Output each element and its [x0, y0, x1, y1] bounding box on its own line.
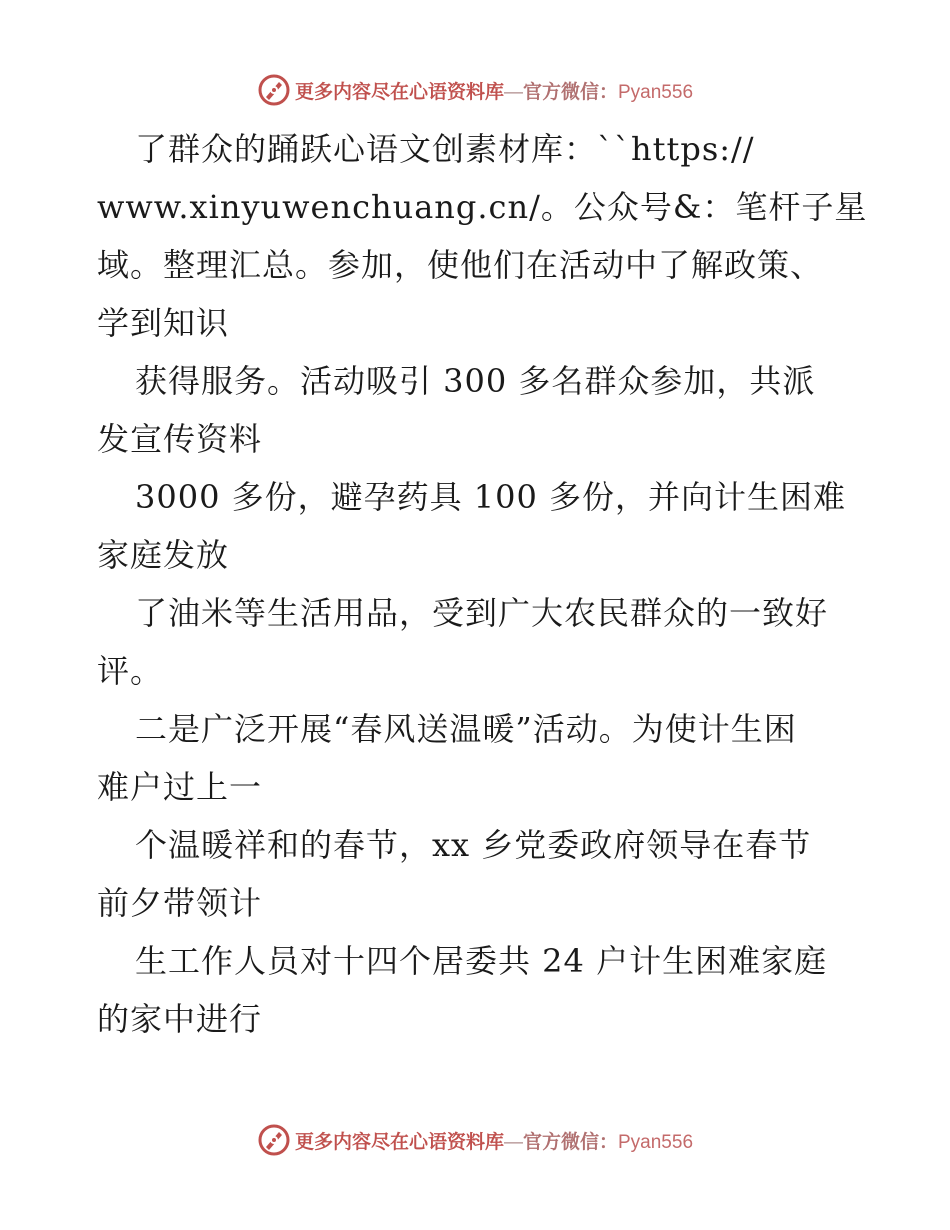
- body-line: 了群众的踊跃心语文创素材库：``https://: [135, 130, 755, 168]
- body-line: 了油米等生活用品，受到广大农民群众的一致好: [135, 594, 829, 632]
- body-line: 的家中进行: [97, 1000, 263, 1038]
- body-line: 获得服务。活动吸引 300 多名群众参加，共派: [135, 362, 816, 400]
- header-banner: [0, 70, 950, 110]
- body-line: 域。整理汇总。参加，使他们在活动中了解政策、: [97, 246, 824, 284]
- body-line: 发宣传资料: [97, 420, 263, 458]
- header-banner-label: 官方微信：: [522, 80, 618, 103]
- footer-banner-dash: —: [503, 1131, 523, 1153]
- brand-logo-icon: [257, 73, 291, 107]
- header-banner-title: 更多内容尽在心语资料库: [294, 80, 504, 103]
- body-line: 个温暖祥和的春节，xx 乡党委政府领导在春节: [135, 826, 812, 864]
- brand-logo-icon: [257, 1123, 291, 1157]
- footer-banner-title: 更多内容尽在心语资料库: [294, 1130, 504, 1153]
- header-banner-dash: —: [503, 81, 523, 103]
- footer-banner-text: [295, 1127, 693, 1154]
- footer-banner-wechat-id: Pyan556: [618, 1131, 694, 1153]
- footer-banner: [0, 1120, 950, 1160]
- footer-banner-label: 官方微信：: [522, 1130, 618, 1153]
- body-line: 家庭发放: [97, 536, 230, 574]
- body-line: 评。: [97, 652, 164, 690]
- body-line: 前夕带领计: [97, 884, 263, 922]
- body-line: 生工作人员对十四个居委共 24 户计生困难家庭: [135, 942, 828, 980]
- header-banner-wechat-id: Pyan556: [618, 81, 694, 103]
- body-line: 二是广泛开展“春风送温暖”活动。为使计生困: [135, 710, 797, 748]
- body-line: 学到知识: [97, 304, 230, 342]
- body-line: 难户过上一: [97, 768, 263, 806]
- body-line: www.xinyuwenchuang.cn/。公众号&：笔杆子星: [97, 188, 868, 226]
- document-body: [97, 120, 868, 1048]
- header-banner-text: [295, 77, 693, 104]
- body-line: 3000 多份，避孕药具 100 多份，并向计生困难: [135, 478, 847, 516]
